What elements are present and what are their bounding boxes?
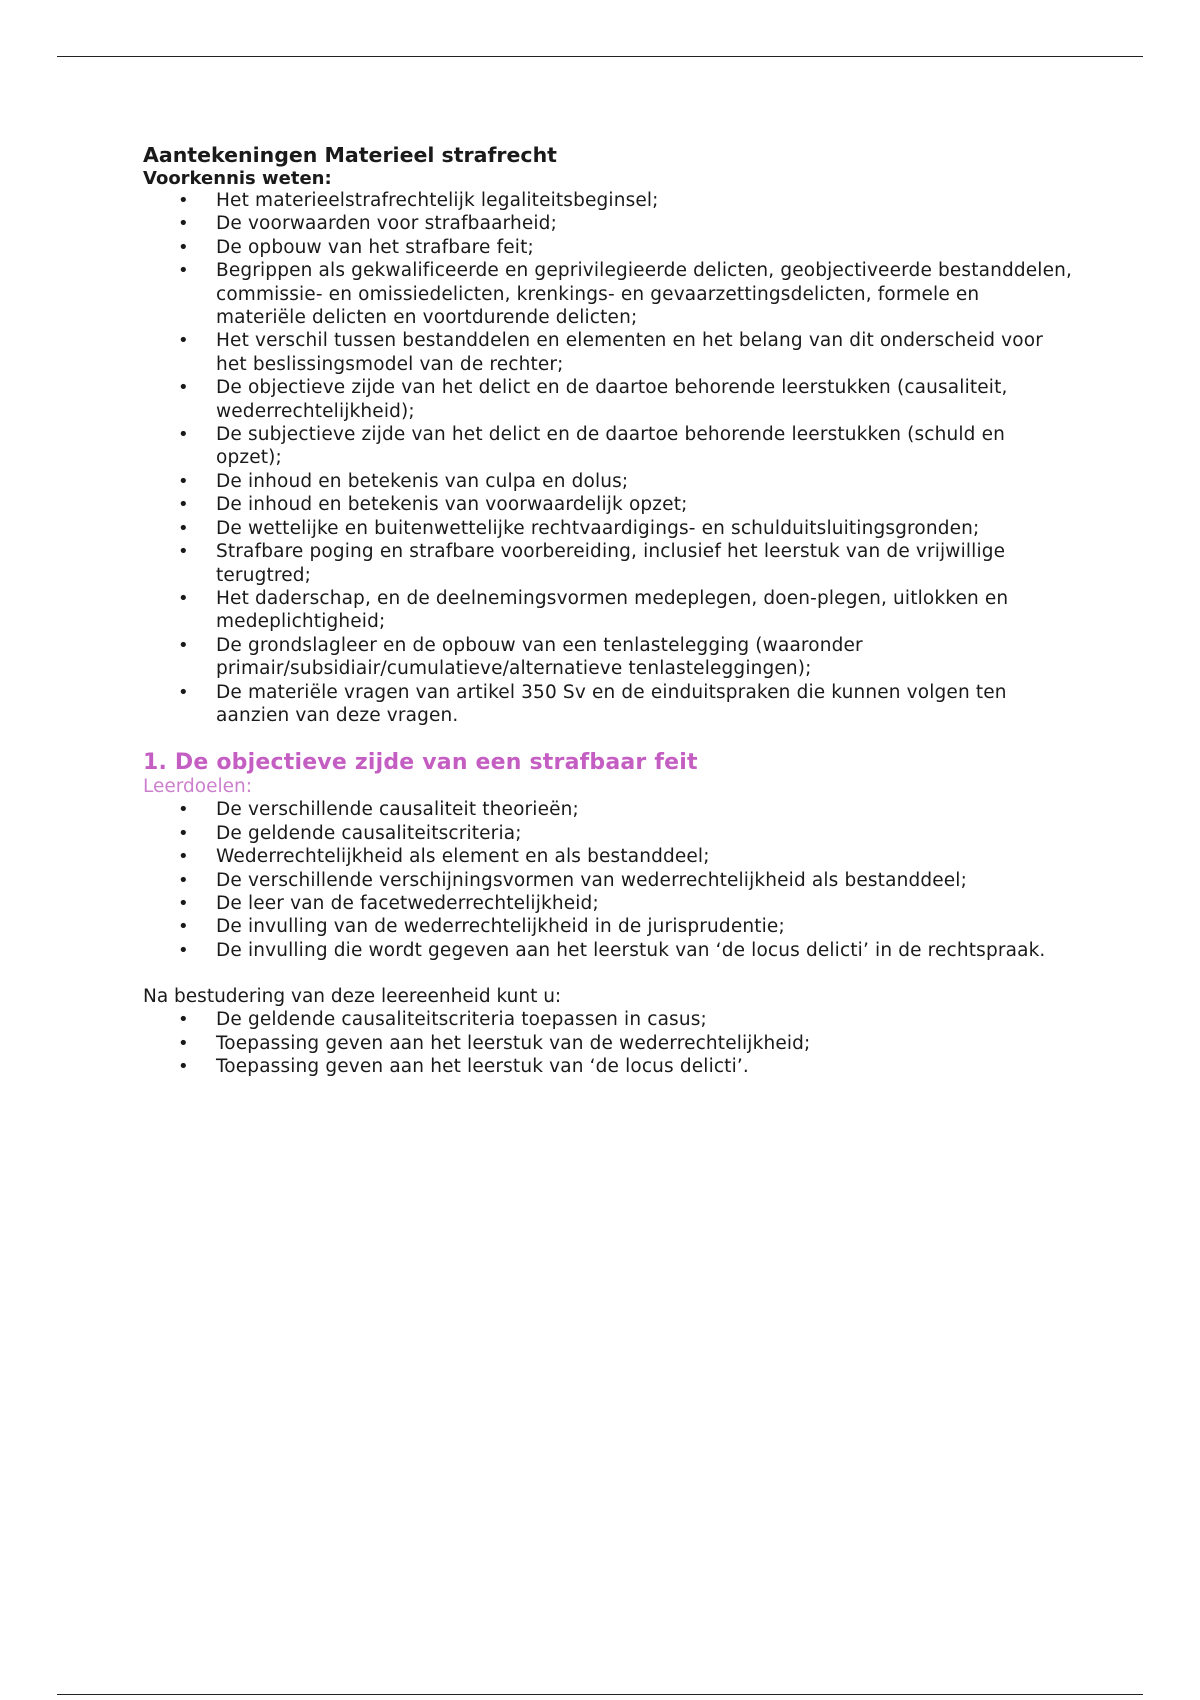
list-item: • Begrippen als gekwalificeerde en geprivilegieerde delicten, geobjectiveerde bestanddelen, commissie- en omissiedelicten, krenkings- en gevaarzettingsdelicten, formele en materiële delicten en voortdurende delicten;	[143, 259, 1073, 329]
after-study-intro: Na bestudering van deze leereenheid kunt u:	[143, 986, 562, 1008]
after-study-list	[143, 1008, 1073, 1078]
list-item: • Het materieelstrafrechtelijk legaliteitsbeginsel;	[143, 189, 1073, 212]
list-item: • De inhoud en betekenis van culpa en dolus;	[143, 470, 1073, 493]
section-heading: 1. De objectieve zijde van een strafbaar feit	[143, 750, 698, 776]
header-rule	[57, 56, 1143, 57]
footer-rule	[57, 1694, 1143, 1695]
list-item: • De verschillende causaliteit theorieën;	[143, 798, 1073, 821]
learning-goals-list	[143, 798, 1073, 962]
list-item: • De wettelijke en buitenwettelijke rechtvaardigings- en schulduitsluitingsgronden;	[143, 517, 1073, 540]
list-item: • De opbouw van het strafbare feit;	[143, 236, 1073, 259]
list-item: • De invulling van de wederrechtelijkheid in de jurisprudentie;	[143, 915, 1073, 938]
list-item: • Toepassing geven aan het leerstuk van ‘de locus delicti’.	[143, 1055, 1073, 1078]
list-item: • De verschillende verschijningsvormen van wederrechtelijkheid als bestanddeel;	[143, 869, 1073, 892]
list-item: • De grondslagleer en de opbouw van een tenlastelegging (waaronder primair/subsidiair/cumulatieve/alternatieve tenlasteleggingen);	[143, 634, 1073, 681]
document-title: Aantekeningen Materieel strafrecht	[143, 143, 557, 167]
list-item: • De geldende causaliteitscriteria toepassen in casus;	[143, 1008, 1073, 1031]
list-item: • De voorwaarden voor strafbaarheid;	[143, 212, 1073, 235]
prior-knowledge-heading: Voorkennis weten:	[143, 168, 332, 189]
list-item: • De materiële vragen van artikel 350 Sv en de einduitspraken die kunnen volgen ten aanzien van deze vragen.	[143, 681, 1073, 728]
list-item: • Het daderschap, en de deelnemingsvormen medeplegen, doen-plegen, uitlokken en medeplichtigheid;	[143, 587, 1073, 634]
list-item: • De subjectieve zijde van het delict en de daartoe behorende leerstukken (schuld en opzet);	[143, 423, 1073, 470]
prior-knowledge-list	[143, 189, 1073, 727]
list-item: • De inhoud en betekenis van voorwaardelijk opzet;	[143, 493, 1073, 516]
list-item: • De geldende causaliteitscriteria;	[143, 822, 1073, 845]
list-item: • De objectieve zijde van het delict en de daartoe behorende leerstukken (causaliteit, wederrechtelijkheid);	[143, 376, 1073, 423]
learning-goals-label: Leerdoelen:	[143, 776, 252, 798]
list-item: • De leer van de facetwederrechtelijkheid;	[143, 892, 1073, 915]
list-item: • De invulling die wordt gegeven aan het leerstuk van ‘de locus delicti’ in de rechtspraak.	[143, 939, 1073, 962]
list-item: • Strafbare poging en strafbare voorbereiding, inclusief het leerstuk van de vrijwillige terugtred;	[143, 540, 1073, 587]
list-item: • Wederrechtelijkheid als element en als bestanddeel;	[143, 845, 1073, 868]
list-item: • Toepassing geven aan het leerstuk van de wederrechtelijkheid;	[143, 1032, 1073, 1055]
document-body	[143, 142, 1073, 1078]
list-item: • Het verschil tussen bestanddelen en elementen en het belang van dit onderscheid voor het beslissingsmodel van de rechter;	[143, 329, 1073, 376]
